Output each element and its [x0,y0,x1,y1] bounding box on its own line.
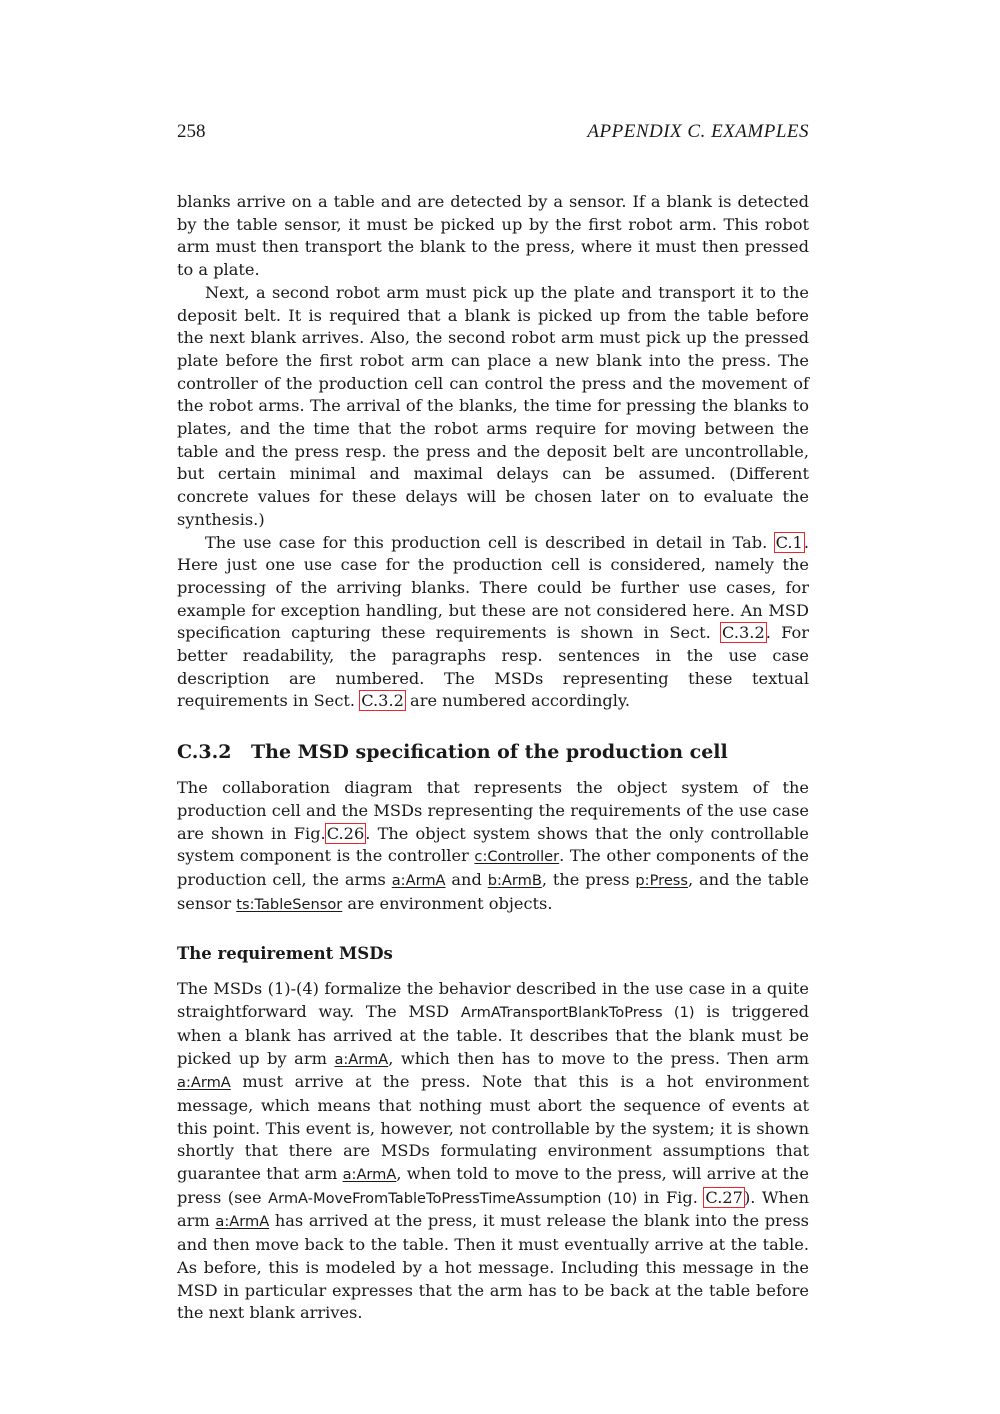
msd-name: ArmATransportBlankToPress (1) [460,1004,695,1022]
text: , and the table sensor [177,869,809,913]
object-name: c:Controller [474,848,560,866]
text: , the press [541,869,636,889]
object-name: a:ArmA [215,1213,270,1231]
text: is triggered when a blank has arrived at the table. It describes that the blank must be picked up by arm [177,1002,809,1068]
text: in Fig. [637,1187,705,1207]
text: must arrive at the press. Note that this is a hot environment message, which means that nothing must abort the sequence of events at this point. This event is, however, not controllable by the system; it is shown shortly that there are MSDs formulating environment assumptions that guarantee that arm [177,1072,809,1184]
text: , which then has to move to the press. Then arm [388,1048,809,1068]
text: The use case for this production cell is described in detail in Tab. [205,532,768,552]
section-title: The MSD specification of the production cell [251,741,728,764]
running-header [177,121,809,145]
text: . The object system shows that the only controllable system component is the controller [177,823,810,866]
section-ref-link[interactable]: C.3.2 [722,623,765,643]
text: The MSDs (1)-(4) formalize the behavior described in the use case in a quite straightforward way. The MSD [177,979,809,1022]
paragraph-5 [177,978,809,1325]
paragraph-4 [177,777,809,916]
page-number: 258 [177,121,206,142]
object-name: a:ArmA [342,1166,397,1184]
text: are environment objects. [342,893,553,913]
chapter-title: APPENDIX C. EXAMPLES [587,121,809,142]
text: . Here just one use case for the production cell is considered, namely the processing of the arriving blanks. There could be further use cases, for example for exception handling, but these are not considered here. An MSD specification capturing these requirements is shown in Sect. [177,532,809,643]
paragraph-2: Next, a second robot arm must pick up the plate and transport it to the deposit belt. It is required that a blank is picked up from the table before the next blank arrives. Also, the second robot arm must pick up the pressed plate before the first robot arm can place a new blank into the press. The controller of the production cell can control the press and the movement of the robot arms. The arrival of the blanks, the time for pressing the blanks to plates, and the time that the robot arms require for moving between the table and the press resp. the press and the deposit belt are uncontrollable, but certain minimal and maximal delays can be assumed. (Different concrete values for these delays will be chosen later on to evaluate the synthesis.) [177,282,809,529]
object-name: a:ArmA [177,1074,231,1092]
figure-ref-link[interactable]: C.26 [326,823,365,843]
text: The collaboration diagram that represents the object system of the production cell and the MSDs representing the requirements of the use case are shown in Fig. [177,778,809,843]
text: ). When arm [177,1187,809,1231]
table-ref-link[interactable]: C.1 [775,532,803,552]
subsection-heading: The requirement MSDs [177,944,393,964]
text: . For better readability, the paragraphs resp. sentences in the use case description are numbered. The MSDs representing these textual requirements in Sect. [177,623,809,711]
text: has arrived at the press, it must release the blank into the press and then move back to the table. Then it must eventually arrive at the table. As before, this is modeled by a hot message. Including this message in the MSD in particular expresses that the arm has to be back at the table before the next blank arrives. [177,1211,809,1323]
object-name: b:ArmB [487,871,542,889]
text: , when told to move to the press, will arrive at the press (see [177,1164,809,1207]
body-text [177,191,809,1325]
section-ref-link[interactable]: C.3.2 [361,691,404,711]
msd-name: ArmA-MoveFromTableToPressTimeAssumption (10) [268,1189,638,1207]
paragraph-1: blanks arrive on a table and are detected by a sensor. If a blank is detected by the table sensor, it must be picked up by the first robot arm. This robot arm must then transport the blank to the press, where it must then pressed to a plate. [177,192,809,280]
text: . The other components of the production cell, the arms [177,846,809,889]
object-name: p:Press [635,871,689,889]
object-name: ts:TableSensor [236,895,343,913]
text: are numbered accordingly. [404,691,631,711]
text: and [445,869,488,889]
paragraph-3 [177,532,809,714]
object-name: a:ArmA [334,1050,389,1068]
object-name: a:ArmA [391,871,446,889]
section-heading [177,739,809,765]
figure-ref-link[interactable]: C.27 [705,1187,743,1207]
section-number: C.3.2 [177,741,232,764]
